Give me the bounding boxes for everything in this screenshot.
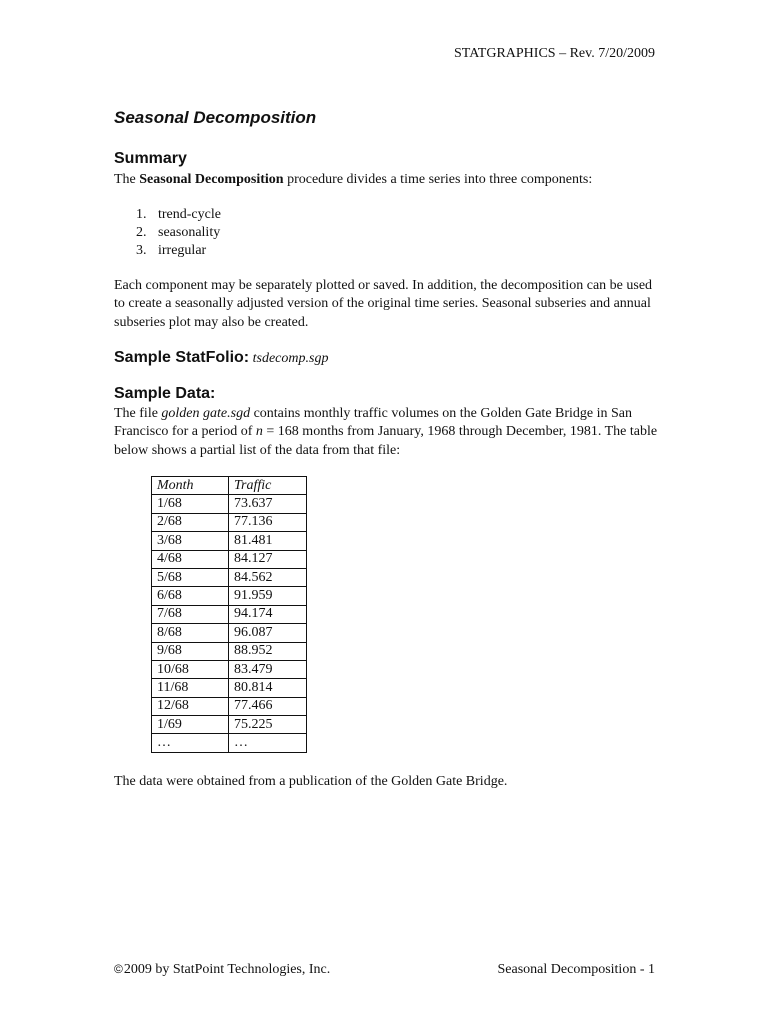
table-row (152, 679, 307, 697)
sample-statfolio-file: tsdecomp.sgp (252, 351, 329, 366)
table-row (152, 495, 307, 513)
column-header-month: Month (152, 477, 229, 495)
summary-heading: Summary (114, 150, 187, 167)
cell-month: 1/69 (152, 716, 229, 734)
table-row (152, 568, 307, 586)
table-row (152, 660, 307, 678)
summary-intro (114, 171, 659, 189)
footer-copyright-text: 2009 by StatPoint Technologies, Inc. (123, 962, 331, 977)
table-row (152, 550, 307, 568)
table-header-row (152, 477, 307, 495)
cell-traffic: 77.136 (229, 513, 307, 531)
cell-traffic: 96.087 (229, 624, 307, 642)
list-item-label: irregular (158, 243, 207, 258)
list-item-number: 2. (136, 225, 147, 240)
table-row (152, 513, 307, 531)
summary-intro-bold: Seasonal Decomposition (139, 172, 284, 187)
cell-month: 10/68 (152, 660, 229, 678)
list-item-label: seasonality (158, 225, 221, 240)
sample-data-p-mid: contains monthly traffic volumes on the Golden Gate Bridge in San Francisco for a period of (114, 406, 633, 440)
sample-statfolio-label: Sample StatFolio: (114, 349, 250, 366)
running-header: STATGRAPHICS – Rev. 7/20/2009 (454, 46, 655, 61)
cell-month: 9/68 (152, 642, 229, 660)
table-row (152, 716, 307, 734)
summary-paragraph: Each component may be separately plotted or saved. In addition, the decomposition can be used to create a seasonally adjusted version of the original time series. Seasonal subseries and annual subseries plot may also be created. (114, 278, 653, 330)
table-row (152, 624, 307, 642)
table-row (152, 532, 307, 550)
cell-traffic: 77.466 (229, 697, 307, 715)
table-row (152, 605, 307, 623)
cell-month: 12/68 (152, 697, 229, 715)
cell-month: 8/68 (152, 624, 229, 642)
list-item-number: 1. (136, 207, 147, 222)
table-row (152, 642, 307, 660)
cell-traffic: 84.562 (229, 568, 307, 586)
cell-month: 3/68 (152, 532, 229, 550)
cell-traffic: 88.952 (229, 642, 307, 660)
cell-month: 1/68 (152, 495, 229, 513)
cell-traffic: 73.637 (229, 495, 307, 513)
cell-traffic: 91.959 (229, 587, 307, 605)
sample-data-n: n (255, 424, 263, 440)
list-item (136, 242, 221, 260)
cell-month: … (152, 734, 229, 752)
table-body (152, 495, 307, 752)
components-list (136, 206, 221, 260)
sample-data-p-post: = 168 months from January, 1968 through December, 1981. The table below shows a partial list of the data from that file: (114, 424, 658, 458)
sample-statfolio (114, 349, 328, 367)
table-row (152, 697, 307, 715)
cell-traffic: 94.174 (229, 605, 307, 623)
cell-traffic: 81.481 (229, 532, 307, 550)
sample-data-filename: golden gate.sgd (161, 406, 251, 421)
sample-data-p-pre: The file (114, 406, 162, 421)
cell-month: 11/68 (152, 679, 229, 697)
cell-month: 2/68 (152, 513, 229, 531)
list-item-label: trend-cycle (158, 207, 221, 222)
sample-data-heading: Sample Data: (114, 385, 216, 402)
cell-traffic: 83.479 (229, 660, 307, 678)
cell-month: 7/68 (152, 605, 229, 623)
table-row (152, 734, 307, 752)
summary-intro-post: procedure divides a time series into three components: (283, 172, 593, 187)
summary-intro-pre: The (114, 172, 140, 187)
footer-copyright (114, 962, 330, 978)
list-item (136, 206, 221, 224)
cell-traffic: 75.225 (229, 716, 307, 734)
copyright-icon: © (114, 962, 123, 976)
cell-month: 5/68 (152, 568, 229, 586)
data-source-note: The data were obtained from a publication of the Golden Gate Bridge. (114, 774, 508, 789)
traffic-data-table (151, 476, 307, 753)
cell-traffic: 84.127 (229, 550, 307, 568)
cell-traffic: … (229, 734, 307, 752)
cell-traffic: 80.814 (229, 679, 307, 697)
table-row (152, 587, 307, 605)
column-header-traffic: Traffic (229, 477, 307, 495)
document-title: Seasonal Decomposition (114, 108, 317, 127)
sample-data-paragraph (114, 405, 659, 460)
cell-month: 6/68 (152, 587, 229, 605)
list-item (136, 224, 221, 242)
footer-page-label: Seasonal Decomposition - 1 (497, 962, 655, 977)
cell-month: 4/68 (152, 550, 229, 568)
list-item-number: 3. (136, 243, 147, 258)
